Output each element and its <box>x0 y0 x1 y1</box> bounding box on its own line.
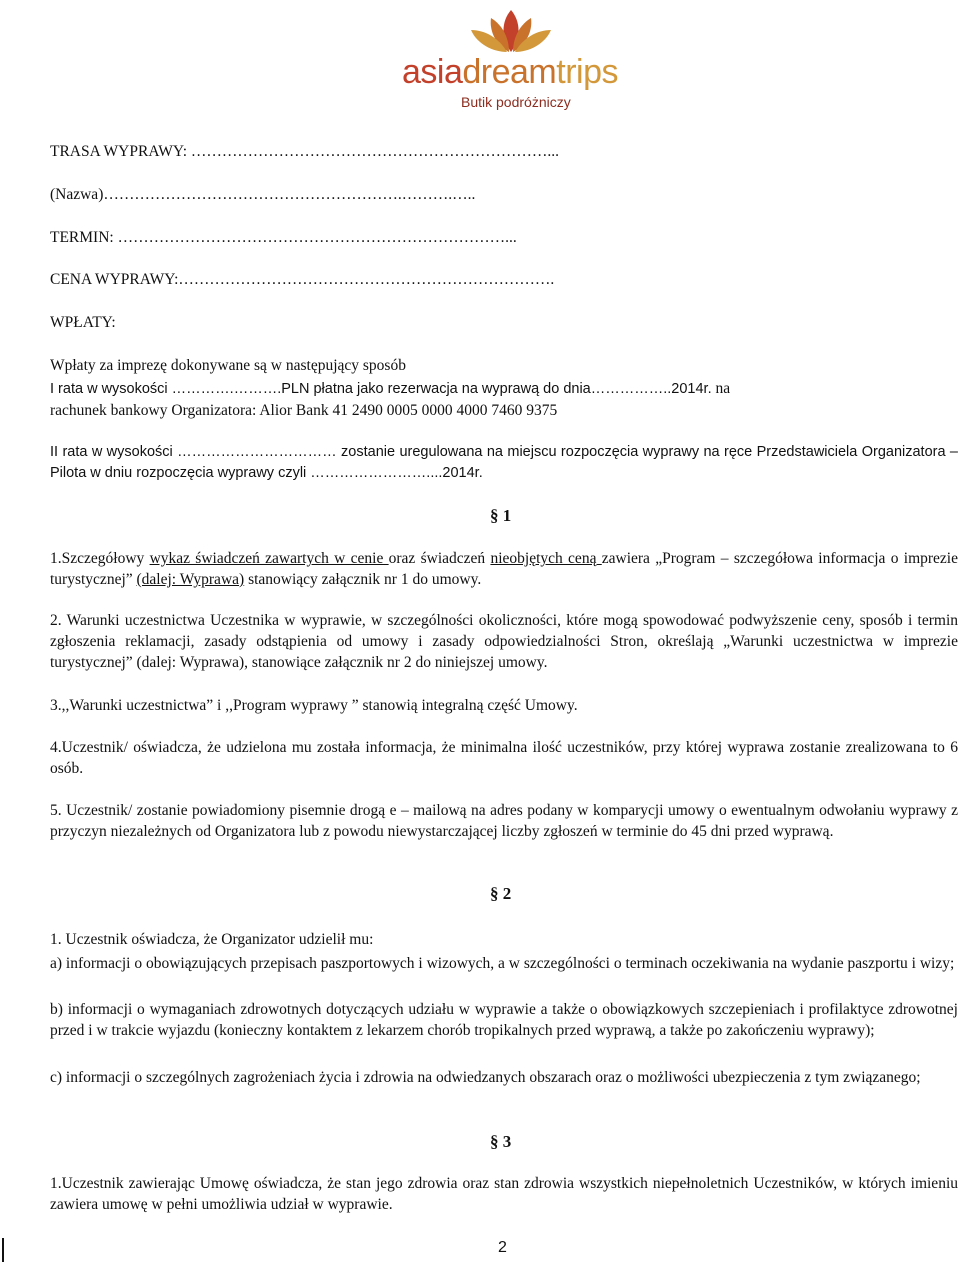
section-2-item-c: c) informacji o szczególnych zagrożeniach życia i zdrowia na odwiedzanych obszarach oraz o możliwości ubezpieczenia z tym związanego; <box>50 1069 921 1086</box>
payment-rata1-line1: I rata w wysokości ………….……….PLN płatna jako rezerwacja na wyprawą do dnia……………..2014r. na <box>50 380 731 397</box>
section-3-paragraph-1: 1.Uczestnik zawierając Umowę oświadcza, że stan jego zdrowia oraz stan zdrowia wszystkich niepełnoletnich Uczestników, w których imieniu zawiera umowę w pełni umożliwia udział w wyprawie. <box>50 1175 958 1213</box>
company-logo <box>385 6 635 114</box>
section-1-heading: § 1 <box>490 506 512 525</box>
section-1-paragraph-5: 5. Uczestnik/ zostanie powiadomiony pisemnie drogą e – mailową na adres podany w komparycji umowy o ewentualnym odwołaniu wyprawy z przyczyn niezależnych od Organizatora lub z powodu niewystarczającej liczby zgłoszeń w terminie do 45 dni przed wyprawą. <box>50 802 958 840</box>
page-number: 2 <box>498 1239 507 1256</box>
logo-tagline: Butik podróżniczy <box>461 94 571 110</box>
payments-intro: Wpłaty za imprezę dokonywane są w następujący sposób <box>50 357 406 374</box>
section-1-paragraph-1: 1.Szczegółowy wykaz świadczeń zawartych w cenie oraz świadczeń nieobjętych ceną zawiera „Program – szczegółowa informacja o imprezie turystycznej” (dalej: Wyprawa) stanowiący załącznik nr 1 do umowy. <box>50 550 958 588</box>
payment-rata2: II rata w wysokości …………………………… zostanie uregulowana na miejscu rozpoczęcia wyprawy na ręce Przedstawiciela Organizatora – Pilota w dniu rozpoczęcia wyprawy czyli ……………………....2014r. <box>50 444 958 481</box>
section-2-item-b: b) informacji o wymaganiach zdrowotnych dotyczących udziału w wyprawie a także o obowiązkowych szczepieniach i profilaktyce zdrowotnej przed i w trakcie wyjazdu (konieczny kontaktem z lekarzem chorób tropikalnych przed wyprawą, a także po zakończeniu wyprawy); <box>50 1001 958 1039</box>
section-3-heading: § 3 <box>490 1132 512 1151</box>
section-2-item-a: a) informacji o obowiązujących przepisach paszportowych i wizowych, a w szczególności o terminach oczekiwania na wydanie paszportu i wizy; <box>50 955 955 972</box>
payment-rata1-line2: rachunek bankowy Organizatora: Alior Bank 41 2490 0005 0000 4000 7460 9375 <box>50 402 558 419</box>
field-trasa: TRASA WYPRAWY: ……………………………………………………………... <box>50 143 559 160</box>
logo-wordmark: asiadreamtrips <box>402 53 618 91</box>
field-wplaty: WPŁATY: <box>50 314 116 331</box>
section-1-paragraph-4: 4.Uczestnik/ oświadcza, że udzielona mu została informacja, że minimalna ilość uczestników, przy której wyprawa zostanie zrealizowana to 6 osób. <box>50 739 958 777</box>
margin-mark <box>2 1238 4 1262</box>
field-termin: TERMIN: …………………………………………………………………... <box>50 229 517 246</box>
field-cena: CENA WYPRAWY:………………………………………………………………. <box>50 271 555 288</box>
section-1-paragraph-2: 2. Warunki uczestnictwa Uczestnika w wyprawie, w szczególności okoliczności, które mogą spowodować podwyższenie ceny, sposób i termin zgłoszenia reklamacji, zasady odstąpienia od umowy i zasady odpowiedzialności Stron, określają „Warunki uczestnictwa w imprezie turystycznej” (dalej: Wyprawa), stanowiące załącznik nr 2 do niniejszej umowy. <box>50 612 958 671</box>
lotus-icon <box>463 6 559 56</box>
section-2-paragraph-1: 1. Uczestnik oświadcza, że Organizator udzielił mu: <box>50 931 374 948</box>
section-2-heading: § 2 <box>490 884 512 903</box>
section-1-paragraph-3: 3.,,Warunki uczestnictwa” i ,,Program wyprawy ” stanowią integralną część Umowy. <box>50 697 578 714</box>
field-nazwa: (Nazwa)………………………………………………….……….….. <box>50 186 476 203</box>
